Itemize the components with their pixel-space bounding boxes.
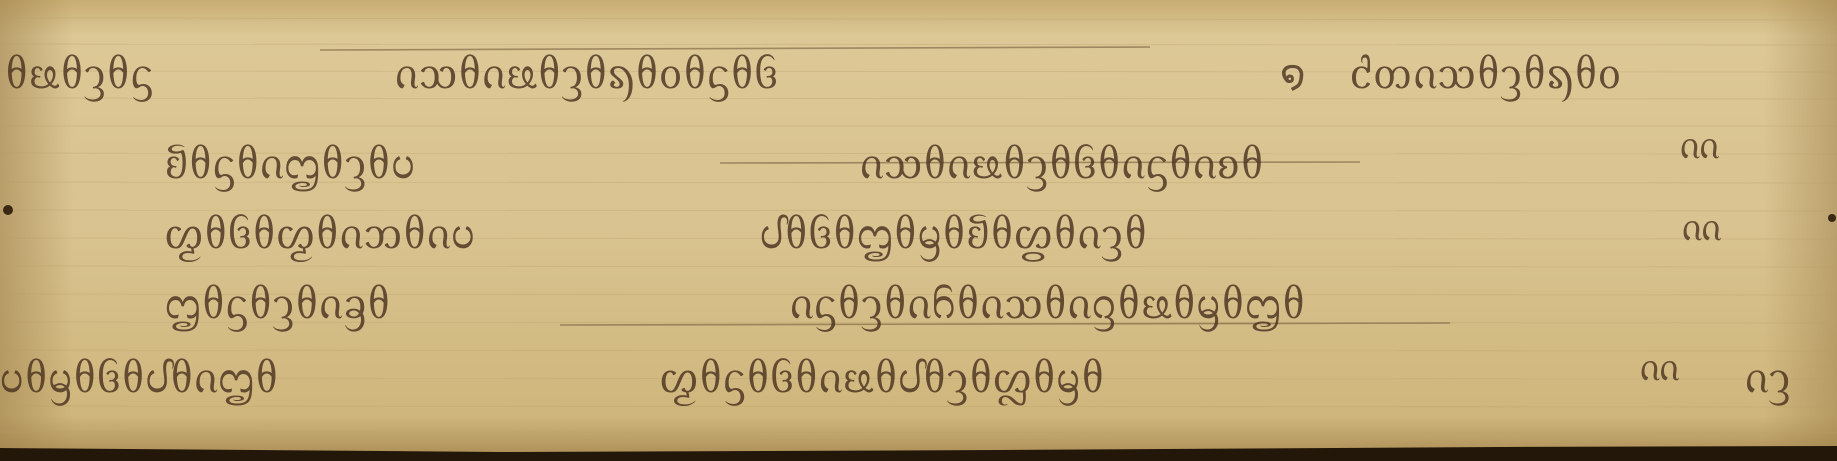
line-5-segment-b: ᦖᦲᦓᦲᦑᦲᦵᦕᦲᦔᦲᦡᦲᦜᦲᦙᦲ [660,349,1106,403]
line-5-segment-c: ᦵᦡ [1745,349,1793,403]
line-2-segment-b: ᦵᦉᦲᦵᦕᦲᦡᦲᦑᦲᦵᦓᦲᦵᦈᦲ [860,135,1265,189]
line-3-mark: ᦶ [1682,204,1721,250]
line-5-mark: ᦶ [1640,344,1679,390]
line-5-segment-a: ᦢᦲᦙᦲᦑᦲᦔᦲᦵᦗᦲ [0,349,280,403]
line-3-segment-b: ᦔᦲᦑᦲᦗᦲᦙᦲᦚᦲᦛᦲᦵᦡᦲ [760,205,1149,259]
line-1-segment-a: ᦲᦕᦲᦡᦲᦓ [6,45,155,99]
line-1-segment-b: ᦵᦉᦲᦵᦕᦲᦡᦲᦣᦲᦞᦲᦓᦲᦑ [395,45,780,99]
line-3-segment-a: ᦖᦲᦑᦲᦖᦲᦵᦘᦲᦵᦢ [165,205,477,259]
binding-hole-right [1828,214,1836,222]
line-1-number: ໑ [1280,52,1306,98]
line-4-segment-a: ᦗᦲᦓᦲᦡᦲᦵᦃᦲ [165,275,392,329]
line-2-segment-a: ᦚᦲᦓᦲᦵᦗᦲᦡᦲᦢ [165,135,417,189]
line-2-mark: ᦶ [1680,122,1719,168]
line-1-segment-c: ᦺᦎᦵᦉᦲᦡᦲᦣᦲᦞ [1350,45,1624,99]
line-4-segment-b: ᦵᦓᦲᦡᦲᦵᦆᦲᦵᦉᦲᦵᦋᦲᦕᦲᦙᦲᦗᦲ [790,275,1306,329]
binding-hole-left [3,205,13,215]
